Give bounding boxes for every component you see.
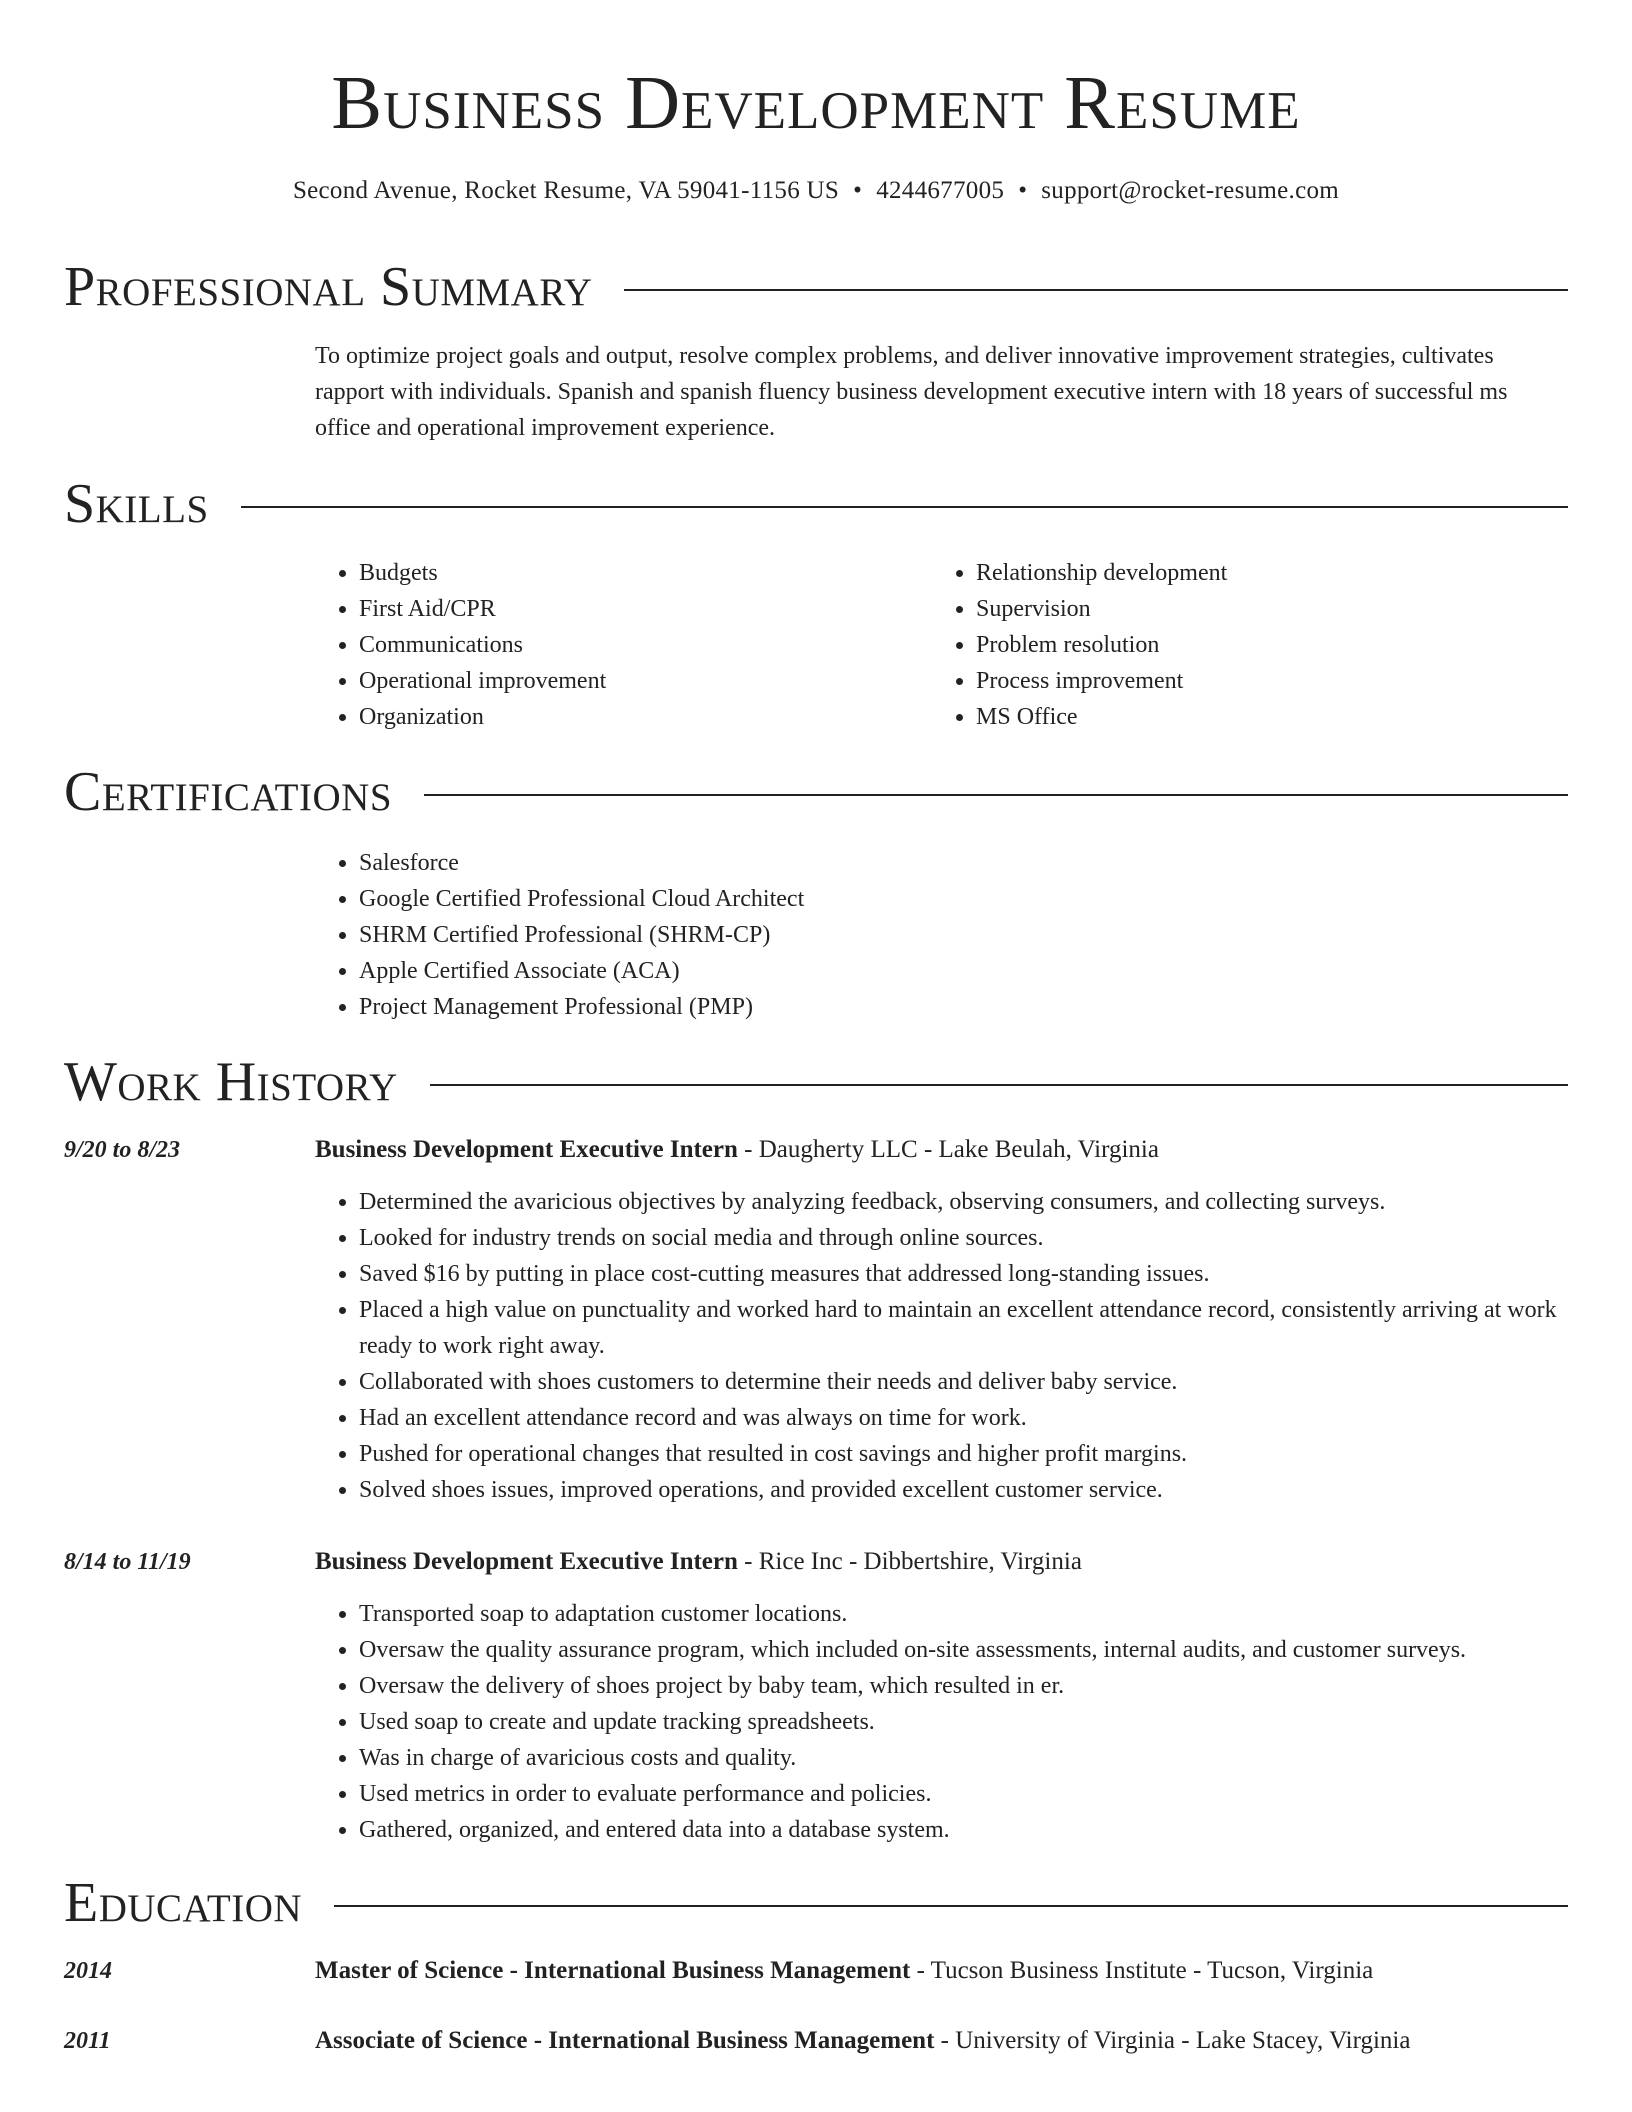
section-divider	[424, 794, 1568, 796]
duty-item: • Collaborated with shoes customers to determine their needs and deliver baby service.	[359, 1364, 1565, 1400]
skills-column-left	[315, 555, 932, 735]
duty-item: • Used soap to create and update tracking spreadsheets.	[359, 1704, 1565, 1740]
contact-phone: 4244677005	[876, 177, 1005, 204]
section-header-certifications	[64, 757, 1568, 827]
certification-item: • Salesforce	[359, 845, 1565, 881]
education-school: - University of Virginia - Lake Stacey, Virginia	[934, 2027, 1411, 2054]
section-header-skills	[64, 469, 1568, 539]
education-degree: Master of Science - International Business Management	[315, 1957, 911, 1984]
job-heading	[315, 1544, 1082, 1580]
education-entry	[64, 2023, 1565, 2059]
duty-item: • Solved shoes issues, improved operations, and provided excellent customer service.	[359, 1472, 1565, 1508]
education-year: 2011	[64, 2028, 111, 2054]
duty-item: • Oversaw the delivery of shoes project by baby team, which resulted in er.	[359, 1668, 1565, 1704]
certification-item: • Apple Certified Associate (ACA)	[359, 953, 1565, 989]
skill-item: • First Aid/CPR	[359, 591, 932, 627]
skill-item: • Communications	[359, 627, 932, 663]
contact-address: Second Avenue, Rocket Resume, VA 59041-1156 US	[292, 177, 840, 204]
resume-title: Business Development Resume	[331, 61, 1301, 145]
duty-item: • Oversaw the quality assurance program, which included on-site assessments, internal audits, and customer surveys.	[359, 1632, 1565, 1668]
duty-item: • Was in charge of avaricious costs and quality.	[359, 1740, 1565, 1776]
job-employer: - Daugherty LLC - Lake Beulah, Virginia	[737, 1136, 1159, 1163]
section-divider	[334, 1905, 1568, 1907]
job-title: Business Development Executive Intern	[315, 1136, 738, 1163]
section-title: Education	[64, 1872, 303, 1934]
education-year: 2014	[64, 1958, 112, 1984]
job-duties	[315, 1184, 1565, 1508]
contact-email: support@rocket-resume.com	[1041, 177, 1340, 204]
contact-separator: •	[853, 177, 863, 204]
job-duties	[315, 1596, 1565, 1848]
section-title: Work History	[64, 1051, 398, 1113]
education-heading	[315, 2023, 1410, 2059]
contact-separator: •	[1018, 177, 1028, 204]
education-entry	[64, 1953, 1565, 1989]
section-header-work-history	[64, 1047, 1568, 1117]
section-header-summary	[64, 252, 1568, 322]
job-dates: 9/20 to 8/23	[64, 1137, 181, 1163]
summary-text: To optimize project goals and output, resolve complex problems, and deliver innovative improvement strategies, cultivates rapport with individuals. Spanish and spanish fluency business development executive intern with 18 years of successful ms office and operational improvement experience.	[315, 343, 1508, 441]
skill-item: • Budgets	[359, 555, 932, 591]
section-divider	[241, 506, 1568, 508]
skill-item: • Organization	[359, 699, 932, 735]
certification-item: • Google Certified Professional Cloud Architect	[359, 881, 1565, 917]
certification-item: • SHRM Certified Professional (SHRM-CP)	[359, 917, 1565, 953]
skill-item: • Relationship development	[976, 555, 1549, 591]
job-employer: - Rice Inc - Dibbertshire, Virginia	[737, 1548, 1082, 1575]
section-title: Skills	[64, 473, 209, 535]
section-title: Certifications	[64, 761, 393, 823]
skill-item: • Supervision	[976, 591, 1549, 627]
duty-item: • Used metrics in order to evaluate performance and policies.	[359, 1776, 1565, 1812]
certification-item: • Project Management Professional (PMP)	[359, 989, 1565, 1025]
certifications-list	[315, 845, 1565, 1025]
education-heading	[315, 1953, 1373, 1989]
duty-item: • Placed a high value on punctuality and worked hard to maintain an excellent attendance record, consistently arriving at work ready to work right away.	[359, 1292, 1565, 1364]
contact-line	[0, 174, 1632, 208]
job-title: Business Development Executive Intern	[315, 1548, 738, 1575]
education-school: - Tucson Business Institute - Tucson, Virginia	[910, 1957, 1374, 1984]
skills-list	[315, 555, 1565, 735]
section-title: Professional Summary	[64, 256, 593, 318]
duty-item: • Had an excellent attendance record and was always on time for work.	[359, 1400, 1565, 1436]
duty-item: • Saved $16 by putting in place cost-cutting measures that addressed long-standing issues.	[359, 1256, 1565, 1292]
skill-item: • Problem resolution	[976, 627, 1549, 663]
job-dates: 8/14 to 11/19	[64, 1549, 191, 1575]
education-degree: Associate of Science - International Business Management	[315, 2027, 935, 2054]
skill-item: • Process improvement	[976, 663, 1549, 699]
skills-column-right	[932, 555, 1549, 735]
section-divider	[430, 1084, 1568, 1086]
duty-item: • Determined the avaricious objectives by analyzing feedback, observing consumers, and collecting surveys.	[359, 1184, 1565, 1220]
section-header-education	[64, 1868, 1568, 1938]
skill-item: • Operational improvement	[359, 663, 932, 699]
section-divider	[624, 289, 1568, 291]
duty-item: • Gathered, organized, and entered data into a database system.	[359, 1812, 1565, 1848]
skill-item: • MS Office	[976, 699, 1549, 735]
duty-item: • Looked for industry trends on social media and through online sources.	[359, 1220, 1565, 1256]
duty-item: • Pushed for operational changes that resulted in cost savings and higher profit margins.	[359, 1436, 1565, 1472]
duty-item: • Transported soap to adaptation customer locations.	[359, 1596, 1565, 1632]
job-heading	[315, 1132, 1159, 1168]
